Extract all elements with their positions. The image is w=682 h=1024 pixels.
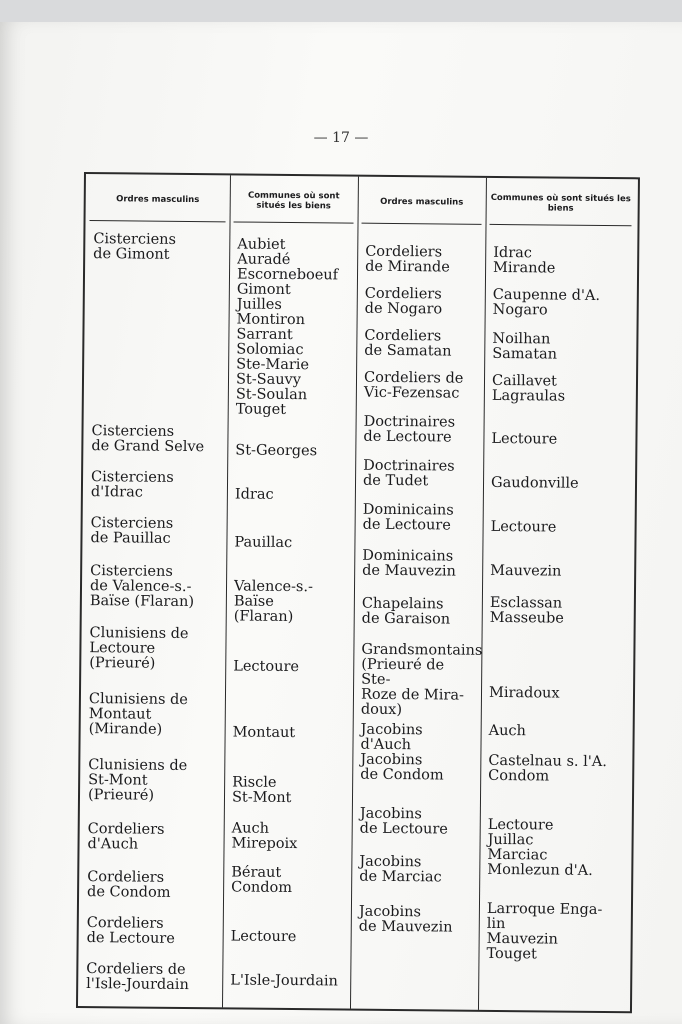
commune-cell: Lectoure: [490, 518, 557, 536]
commune-cell: Miradoux: [488, 684, 560, 702]
commune-cell: Esclassan Masseube: [489, 594, 564, 627]
commune-cell: Lectoure: [230, 928, 297, 946]
commune-cell: Caupenne d'A. Nogaro: [492, 286, 601, 319]
order-cell: Cisterciens de Gimont: [93, 231, 177, 263]
order-cell: Cisterciens de Valence-s.- Baïse (Flaran): [89, 563, 195, 611]
commune-cell: Riscle St-Mont: [231, 774, 292, 807]
order-cell: Clunisiens de Lectoure (Prieuré): [89, 625, 189, 672]
commune-cell: Castelnau s. l'A. Condom: [488, 752, 607, 785]
order-cell: Jacobins de Lectoure: [359, 805, 449, 838]
order-cell: Jacobins d'Auch: [360, 721, 423, 754]
order-cell: Jacobins de Condom: [360, 751, 444, 784]
order-cell: Cordeliers de Nogaro: [364, 285, 443, 318]
commune-cell: Lectoure: [491, 430, 558, 448]
commune-cell: Caillavet Lagraulas: [491, 372, 566, 405]
commune-cell: Lectoure: [233, 658, 300, 676]
order-cell: Doctrinaires de Tudet: [362, 457, 455, 490]
order-cell: Doctrinaires de Lectoure: [363, 413, 456, 446]
order-cell: Jacobins de Marciac: [359, 853, 442, 886]
commune-cell: Valence-s.-Baïse (Flaran): [233, 578, 314, 626]
order-cell: Cisterciens de Grand Selve: [91, 423, 205, 456]
order-cell: Cordeliers de Vic-Fezensac: [363, 369, 464, 402]
commune-cell: St-Georges: [235, 442, 318, 460]
commune-cell: Mauvezin: [490, 562, 562, 580]
property-table: [76, 172, 640, 1013]
column-orders-right: [350, 177, 487, 1010]
order-cell: Cordeliers d'Auch: [87, 821, 165, 853]
commune-cell: Idrac: [234, 486, 274, 503]
page-number: — 17 —: [313, 130, 369, 146]
order-cell: Cordeliers de l'Isle-Jourdain: [86, 961, 189, 994]
commune-cell: L'Isle-Jourdain: [230, 972, 338, 990]
commune-cell: Idrac Mirande: [493, 244, 556, 277]
commune-cell: Larroque Enga- lin Mauvezin Touget: [486, 900, 603, 963]
commune-cell: Pauillac: [234, 534, 293, 552]
order-cell: Clunisiens de Montaut (Mirande): [88, 691, 188, 738]
commune-cell: Béraut Condom: [231, 864, 293, 897]
order-cell: Jacobins de Mauvezin: [358, 903, 453, 936]
order-cell: Dominicains de Lectoure: [362, 501, 454, 534]
order-cell: Cordeliers de Mirande: [365, 243, 450, 276]
book-page: [0, 22, 682, 1024]
column-communes-right: [478, 178, 636, 1011]
column-orders-left: [78, 174, 231, 1007]
order-cell: Clunisiens de St-Mont (Prieuré): [87, 757, 188, 804]
commune-cell: Lectoure Juillac: [487, 816, 554, 849]
order-cell: Grandsmontains (Prieuré de Ste- Roze de Mira- doux): [360, 641, 483, 719]
commune-cell: Marciac Monlezun d'A.: [487, 846, 593, 879]
commune-cell: Montaut: [232, 724, 296, 742]
commune-cell: Aubiet Auradé Escorneboeuf Gimont Juilles Montiron Sarrant Solomiac Ste-Marie St-Sauvy St-Soulan Touget: [235, 236, 339, 418]
order-cell: Cordeliers de Condom: [87, 869, 171, 901]
order-cell: Chapelains de Garaison: [361, 595, 451, 628]
header-communes-left: Communes où sont situés les biens: [234, 183, 354, 223]
header-orders-right: Ordres masculins: [362, 185, 482, 225]
commune-cell: Noilhan Samatan: [492, 330, 558, 363]
order-cell: Cisterciens de Pauillac: [90, 515, 174, 547]
order-cell: Cordeliers de Samatan: [364, 327, 452, 360]
header-communes-right: Communes où sont situés les biens: [490, 186, 632, 226]
commune-cell: Gaudonville: [490, 474, 579, 492]
header-orders-left: Ordres masculins: [90, 182, 226, 222]
commune-cell: Auch: [488, 722, 527, 740]
order-cell: Cordeliers de Lectoure: [86, 915, 175, 947]
column-communes-left: [222, 175, 359, 1008]
order-cell: Cisterciens d'Idrac: [90, 469, 174, 501]
commune-cell: Auch Mirepoix: [231, 820, 298, 853]
order-cell: Dominicains de Mauvezin: [362, 547, 456, 580]
